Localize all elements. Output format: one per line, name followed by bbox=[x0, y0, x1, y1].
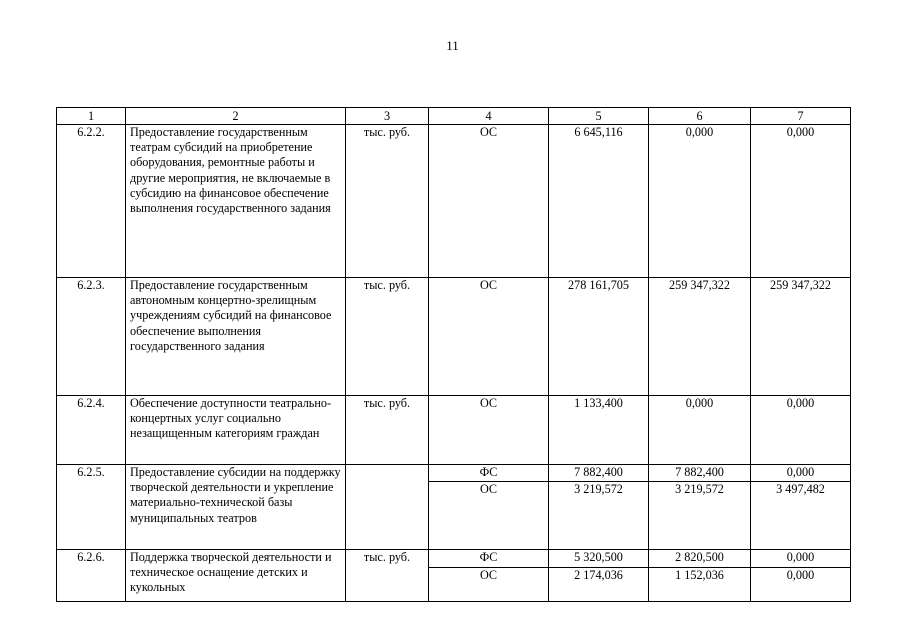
table-row bbox=[57, 125, 851, 278]
row-source: ОС bbox=[429, 278, 549, 396]
row-value-col5: 6 645,116 bbox=[549, 125, 649, 278]
row-source: ОС bbox=[429, 482, 549, 550]
table-header-row bbox=[57, 108, 851, 125]
row-name: Поддержка творческой деятельности и техническое оснащение детских и кукольных bbox=[126, 550, 346, 602]
row-value-col6: 3 219,572 bbox=[649, 482, 751, 550]
row-value-col7: 0,000 bbox=[751, 550, 851, 568]
row-unit: тыс. руб. bbox=[346, 550, 429, 602]
row-name: Обеспечение доступности театрально-концертных услуг социально незащищенным категориям граждан bbox=[126, 396, 346, 465]
row-unit bbox=[346, 465, 429, 550]
row-value-col6: 0,000 bbox=[649, 125, 751, 278]
row-value-col7: 0,000 bbox=[751, 568, 851, 602]
row-source: ОС bbox=[429, 396, 549, 465]
row-value-col5: 5 320,500 bbox=[549, 550, 649, 568]
row-value-col7: 3 497,482 bbox=[751, 482, 851, 550]
row-source: ОС bbox=[429, 125, 549, 278]
row-name: Предоставление государственным театрам субсидий на приобретение оборудования, ремонтные работы и другие мероприятия, не включаемые в субсидию на финансовое обеспечение выполнения государственного задания bbox=[126, 125, 346, 278]
row-value-col5: 3 219,572 bbox=[549, 482, 649, 550]
column-header: 7 bbox=[751, 108, 851, 125]
row-unit: тыс. руб. bbox=[346, 396, 429, 465]
column-header: 2 bbox=[126, 108, 346, 125]
row-unit: тыс. руб. bbox=[346, 125, 429, 278]
row-source: ФС bbox=[429, 550, 549, 568]
column-header: 3 bbox=[346, 108, 429, 125]
table-row bbox=[57, 396, 851, 465]
row-value-col6: 259 347,322 bbox=[649, 278, 751, 396]
row-value-col5: 1 133,400 bbox=[549, 396, 649, 465]
row-value-col6: 0,000 bbox=[649, 396, 751, 465]
row-source: ОС bbox=[429, 568, 549, 602]
row-code: 6.2.6. bbox=[57, 550, 126, 602]
page-number: 11 bbox=[446, 38, 459, 53]
row-unit: тыс. руб. bbox=[346, 278, 429, 396]
column-header: 5 bbox=[549, 108, 649, 125]
row-code: 6.2.5. bbox=[57, 465, 126, 550]
row-code: 6.2.3. bbox=[57, 278, 126, 396]
row-value-col5: 278 161,705 bbox=[549, 278, 649, 396]
row-value-col7: 0,000 bbox=[751, 125, 851, 278]
table-row bbox=[57, 550, 851, 568]
column-header: 4 bbox=[429, 108, 549, 125]
row-value-col6: 1 152,036 bbox=[649, 568, 751, 602]
row-value-col6: 7 882,400 bbox=[649, 465, 751, 482]
row-value-col7: 0,000 bbox=[751, 465, 851, 482]
row-value-col5: 7 882,400 bbox=[549, 465, 649, 482]
row-value-col7: 0,000 bbox=[751, 396, 851, 465]
row-value-col7: 259 347,322 bbox=[751, 278, 851, 396]
row-value-col5: 2 174,036 bbox=[549, 568, 649, 602]
row-name: Предоставление государственным автономным концертно-зрелищным учреждениям субсидий на финансовое обеспечение выполнения государственного задания bbox=[126, 278, 346, 396]
column-header: 1 bbox=[57, 108, 126, 125]
row-code: 6.2.2. bbox=[57, 125, 126, 278]
table-row bbox=[57, 465, 851, 482]
row-value-col6: 2 820,500 bbox=[649, 550, 751, 568]
budget-table bbox=[56, 107, 851, 602]
column-header: 6 bbox=[649, 108, 751, 125]
row-name: Предоставление субсидии на поддержку творческой деятельности и укрепление материально-технической базы муниципальных театров bbox=[126, 465, 346, 550]
row-code: 6.2.4. bbox=[57, 396, 126, 465]
row-source: ФС bbox=[429, 465, 549, 482]
table-row bbox=[57, 278, 851, 396]
